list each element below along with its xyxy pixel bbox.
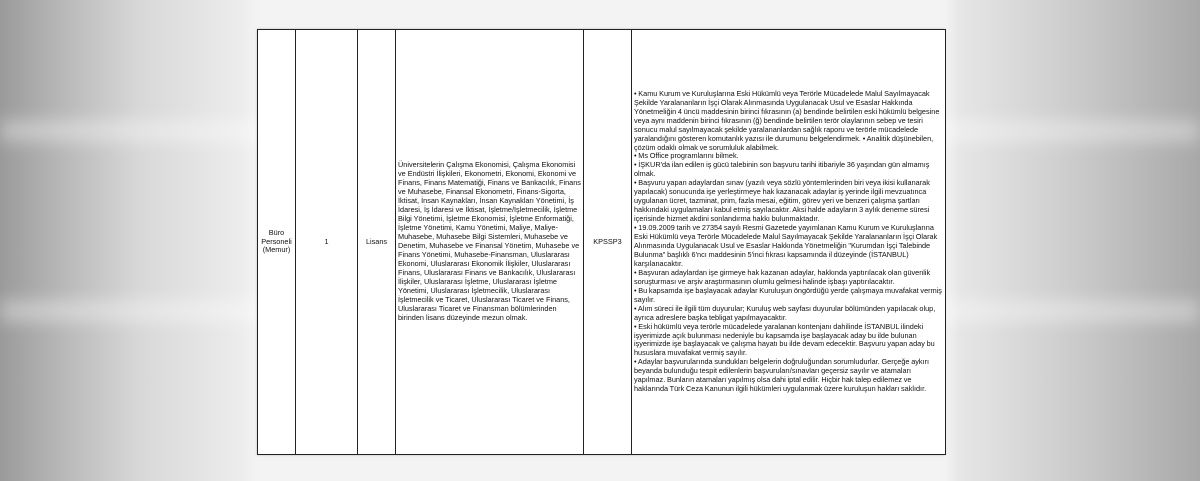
qualifications-cell	[632, 30, 946, 455]
job-listing-table	[257, 29, 946, 455]
list-item: • Başvuran adaylardan işe girmeye hak kazanan adaylar, hakkında yaptırılacak olan güvenlik soruşturması ve arşiv araştırmasının olumlu gelmesi halinde işbaşı yaptırılacaktır.	[634, 267, 931, 286]
list-item: • Eski hükümlü veya terörle mücadelede yaralanan kontenjanı dahilinde İSTANBUL ilindeki işyerimizde açık bulunması nedeniyle bu kapsamda işe başlayacak aday bu ilde bulunan işyerimizde işe başlayacak ve çalışma hayatı bu ilde devam edecektir. Başvuru yapan aday bu hususlara muvafakat vermiş sayılır.	[634, 321, 935, 358]
list-item: • 19.09.2009 tarih ve 27354 sayılı Resmi Gazetede yayımlanan Kamu Kurum ve Kuruluşlarına Eski Hükümlü veya Terörle Mücadelede Malul Sayılmayacak Şekilde Yaralananların İşçi Olarak Alınmasında Uygulanacak Usul ve Esaslar Hakkında Yönetmeliğin "Kurumdan İşçi Talebinde Bulunma" başlıklı 6'ncı maddesinin 5'inci fıkrası kapsamında il düzeyinde (İSTANBUL) karşılanacaktır.	[634, 223, 938, 268]
table-row	[258, 30, 946, 455]
departments-cell	[396, 30, 584, 455]
list-item: • Alım süreci ile ilgili tüm duyurular; Kuruluş web sayfası duyurular bölümünden yapılacak olup, ayrıca adreslere başka tebligat yapılmayacaktır.	[634, 303, 936, 322]
list-item: • Başvuru yapan adaylardan sınav (yazılı veya sözlü yöntemlerinden biri veya ikisi kullanarak yapılacak) sonucunda işe yerleştirmeye hak kazanacak adaylar iş yerinde ilgili mevzuatınca uygulanan ücret, tazminat, prim, fazla mesai, eğitim, görev yeri ve benzeri çalışma şartları hakkındaki uygulamaları kabul etmiş sayılacaktır. Aksi halde adayların 3 aylık deneme süresi içerisinde hizmet akdini sonlandırma hakkı bulunmaktadır.	[634, 178, 930, 224]
departments-text: Üniversitelerin Çalışma Ekonomisi, Çalışma Ekonomisi ve Endüstri İlişkileri, Ekonometri, Ekonomi, Ekonomi ve Finans, Finans Matematiği, Finans ve Bankacılık, Finans ve Muhasebe, Finansal Ekonometri, Finans-Sigorta, İktisat, İnsan Kaynakları, İnsan Kaynakları Yönetimi, İş İdaresi, İş İdaresi ve İktisat, İşletme/İşletmecilik, İşletme Bilgi Yönetimi, İşletme Ekonomisi, İşletme Enformatiği, İşletme Yönetimi, Kamu Yönetimi, Maliye, Maliye-Muhasebe, Muhasebe Bilgi Sistemleri, Muhasebe ve Denetim, Muhasebe ve Finansal Yönetim, Muhasebe ve Finans Yönetimi, Muhasebe-Finansman, Uluslararası Ekonomi, Uluslararası Ekonomik İlişkiler, Uluslararası Finans, Uluslararası Finans ve Bankacılık, Uluslararası İlişkiler, Uluslararası İşletme, Uluslararası İşletme Yönetimi, Uluslararası İşletmecilik, Uluslararası İşletmecilik ve Ticaret, Uluslararası Ticaret ve Finans, Uluslararası Ticaret ve Finansman bölümlerinden birinden lisans düzeyinde mezun olmak.	[398, 160, 581, 322]
list-item: • İŞKUR'da ilan edilen iş gücü talebinin son başvuru tarihi itibariyle 36 yaşından gün almamış olmak.	[634, 160, 930, 179]
count-cell	[296, 30, 358, 455]
list-item: • Bu kapsamda işe başlayacak adaylar Kuruluşun öngördüğü yerde çalışmaya muvafakat vermiş sayılır.	[634, 285, 942, 304]
education-cell	[358, 30, 396, 455]
position-title: Büro Personeli (Memur)	[261, 227, 292, 255]
exam-type: KPSSP3	[593, 236, 622, 246]
list-item: • Adaylar başvurularında sundukları belgelerin doğruluğundan sorumludurlar. Gerçeğe aykırı beyanda bulunduğu tespit edilenlerin başvuruları/sınavları geçersiz sayılır ve atamaları yapılmaz. Bunların atamaları yapılmış olsa dahi iptal edilir. Hiçbir hak talep edilemez ve haklarında Türk Ceza Kanunun ilgili hükümleri uygulanmak üzere kuruluşun hakları saklıdır.	[634, 357, 930, 394]
list-item: • Ms Office programlarını bilmek.	[634, 151, 739, 161]
document-page	[257, 29, 945, 455]
position-count: 1	[324, 236, 329, 246]
position-cell	[258, 30, 296, 455]
qualifications-list	[634, 90, 943, 394]
list-item: • Kamu Kurum ve Kuruluşlarına Eski Hükümlü veya Terörle Mücadelede Malul Sayılmayacak Şekilde Yaralananların İşçi Olarak Alınmasında Uygulanacak Usul ve Esaslar Hakkında Yönetmeliğin 4 üncü maddesinin birinci fıkrasının (a) bendinde belirtilen eski hükümlü belgesine veya aynı maddenin birinci fıkrasının (ğ) bendinde belirtilen terör olaylarının sebep ve tesiri sonucu malul sayılmayacak şekilde yaralananlardan sağlık raporu ve terörle mücadelede yaralandığını gösteren komutanlık yazısı ile durumunu belgelendirmek. • Analitik düşünebilen, çözüm odaklı olmak ve sorumluluk alabilmek.	[634, 88, 940, 152]
education-level: Lisans	[365, 236, 388, 246]
exam-cell	[584, 30, 632, 455]
